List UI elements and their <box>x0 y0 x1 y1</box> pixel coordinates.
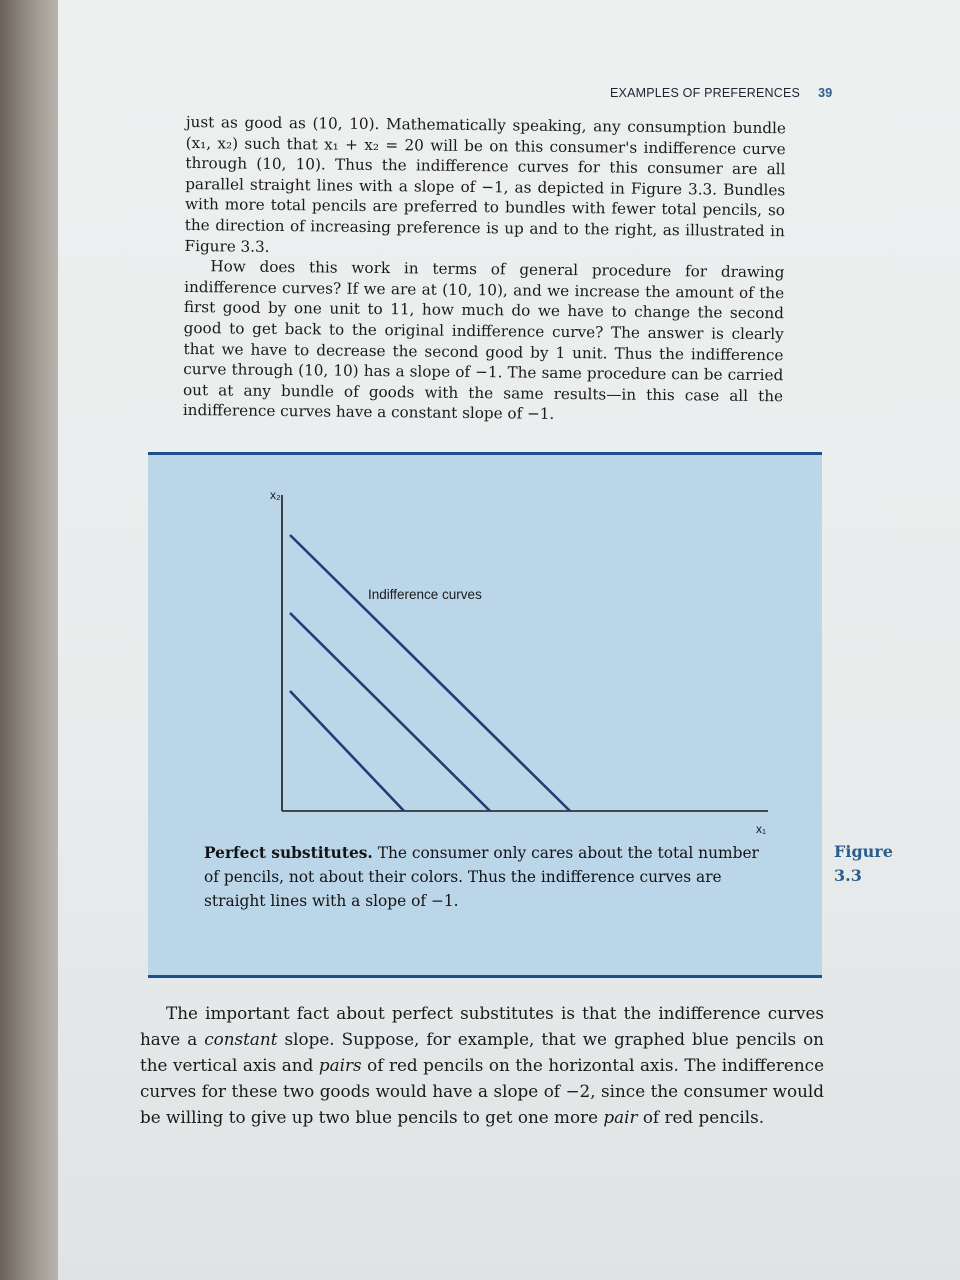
curve-label: Indifference curves <box>368 587 482 602</box>
figure-label-word: Figure <box>834 842 893 861</box>
caption-title: Perfect substitutes. <box>204 844 373 862</box>
running-head-title: EXAMPLES OF PREFERENCES <box>610 86 801 100</box>
bottom-emph-3: pair <box>603 1107 638 1127</box>
x-axis-label: x₁ <box>756 822 767 836</box>
bottom-text-1: The important fact about perfect substitutes is that the indifference curves have a <box>140 1003 824 1049</box>
figure-label-number: 3.3 <box>834 866 862 885</box>
running-head <box>610 86 832 100</box>
caption-text: The consumer only cares about the total number of pencils, not about their colors. Thus the indifference curves are straight lines with a slope of −1. <box>204 844 759 910</box>
figure-label <box>834 840 893 888</box>
bottom-text-3: of red pencils on the horizontal axis. The indifference curves for these two goods would have a slope of −2, since the consumer would be willing to give up two blue pencils to get one more <box>140 1055 825 1127</box>
body-text <box>183 112 786 427</box>
y-axis-label: x₂ <box>270 488 281 502</box>
paragraph-1: just as good as (10, 10). Mathematically speaking, any consumption bundle (x₁, x₂) such that x₁ + x₂ = 20 will be on this consumer's indifference curve through (10, 10). Thus the indifference curves for this consumer are all parallel straight lines with a slope of −1, as depicted in Figure 3.3. Bundles with more total pencils are preferred to bundles with fewer total pencils, so the direction of increasing preference is up and to the right, as illustrated in Figure 3.3. <box>184 112 786 256</box>
paragraph-2: How does this work in terms of general procedure for drawing indifference curves? If we are at (10, 10), and we increase the amount of the first good by one unit to 11, how much do we have to change the second good to get back to the original indifference curve? The answer is clearly that we have to decrease the second good by 1 unit. Thus the indifference curve through (10, 10) has a slope of −1. The same procedure can be carried out at any bundle of goods with the same results—in this case all the indifference curves have a constant slope of −1. <box>182 257 785 424</box>
page-number: 39 <box>818 86 833 100</box>
bottom-text-4: of red pencils. <box>637 1107 765 1127</box>
bottom-emph-1: constant <box>204 1029 278 1049</box>
bottom-text-2: slope. Suppose, for example, that we graphed blue pencils on the vertical axis and <box>140 1029 824 1075</box>
bottom-emph-2: pairs <box>318 1055 362 1075</box>
indifference-curve-mid <box>290 613 490 811</box>
bottom-paragraph <box>140 1000 824 1130</box>
figure-caption <box>204 841 764 913</box>
figure-box <box>148 452 822 978</box>
indifference-curve-high <box>290 535 570 811</box>
